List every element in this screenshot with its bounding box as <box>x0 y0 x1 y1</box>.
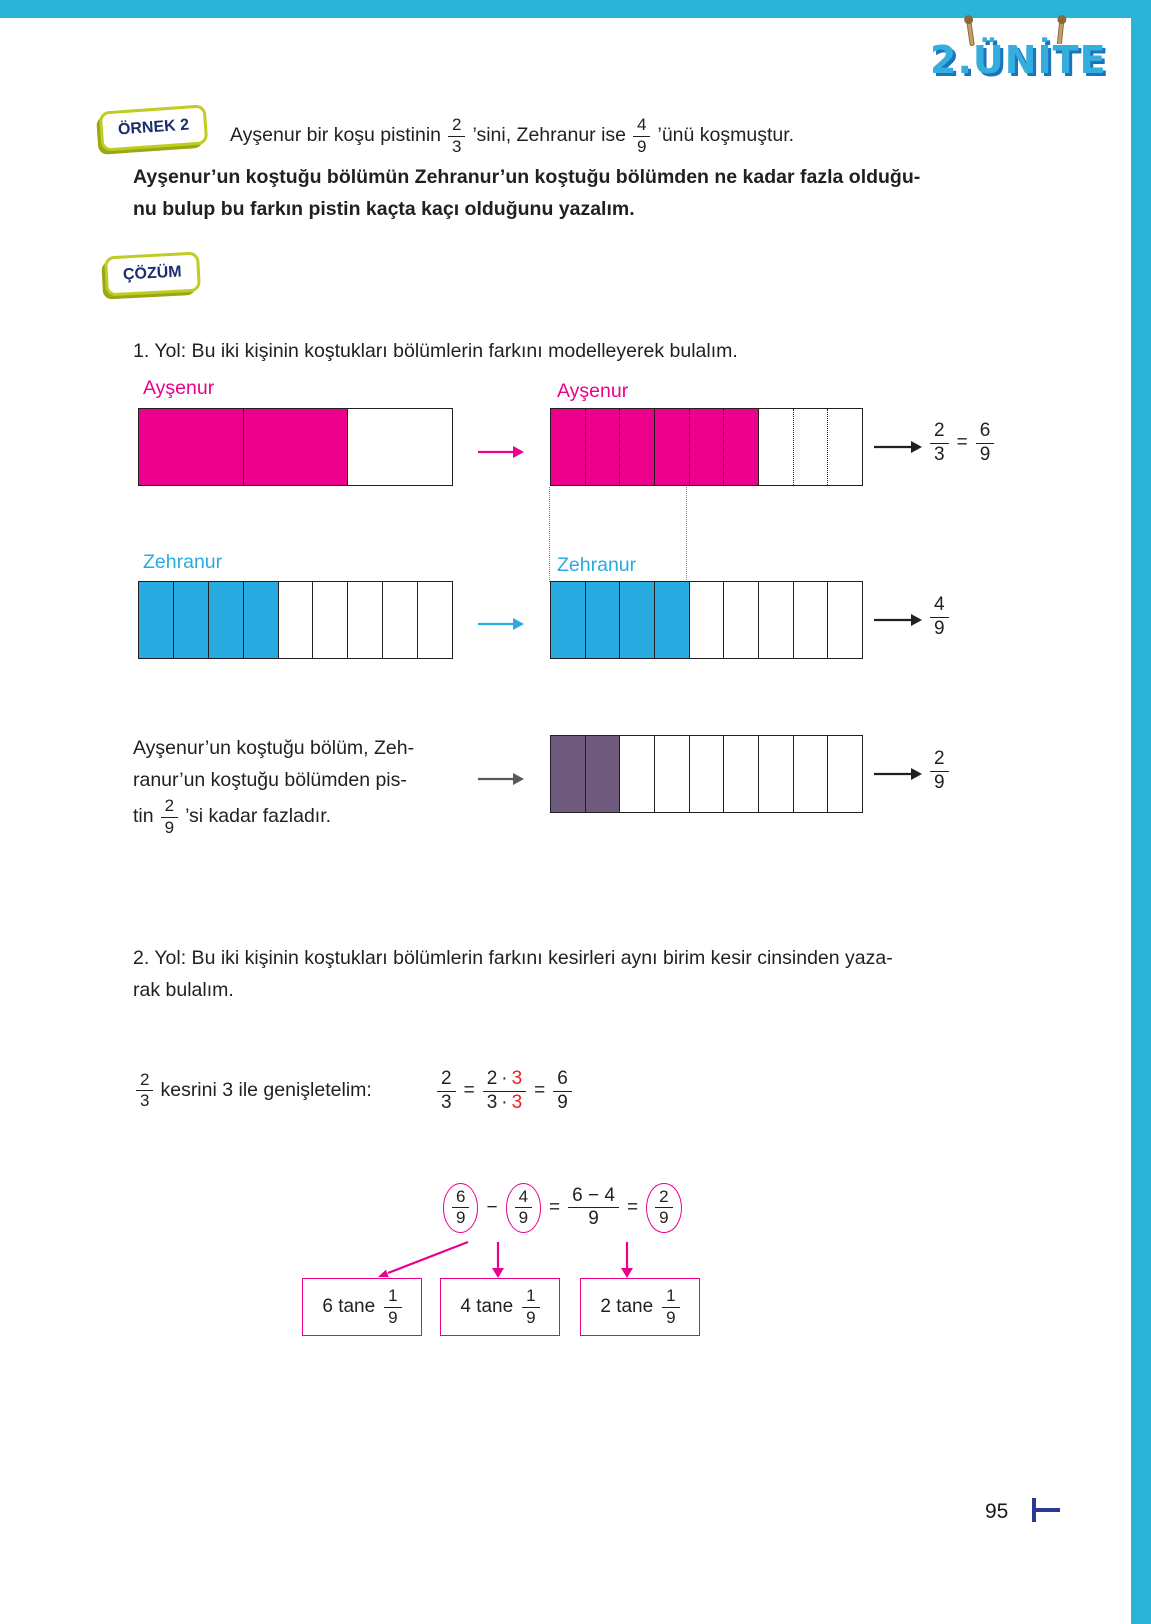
zehranur-bar-left <box>138 581 453 659</box>
bar-cell <box>724 582 759 658</box>
bar-cell <box>724 409 759 485</box>
cozum-badge: ÇÖZÜM <box>104 252 201 297</box>
fraction-denominator: 9 <box>526 1307 536 1327</box>
aysenur-label-right: Ayşenur <box>557 380 629 402</box>
bar-cell <box>279 582 314 658</box>
problem-statement-line1 <box>230 110 794 162</box>
multiply-dot: · <box>501 1068 508 1089</box>
bar-cell <box>209 582 244 658</box>
fraction-expanded <box>483 1068 526 1115</box>
unit-box-six <box>302 1278 422 1336</box>
bar-cell <box>313 582 348 658</box>
bar-cell <box>620 582 655 658</box>
fraction-numerator: 2 <box>930 420 949 444</box>
fraction-four-ninths <box>930 594 949 641</box>
top-bar <box>0 0 1151 18</box>
fraction-numerator: 1 <box>522 1286 539 1307</box>
bar-cell <box>655 409 690 485</box>
denominator-b: 3 <box>511 1091 523 1113</box>
zehranur-label-left: Zehranur <box>143 551 223 573</box>
fraction-numerator: 2 <box>437 1068 456 1092</box>
problem-bold-line1: Ayşenur’un koştuğu bölümün Zehranur’un koştuğu bölümden ne kadar fazla olduğu- <box>133 166 921 188</box>
equals-sign: = <box>463 1080 475 1102</box>
arrow-right-icon <box>872 439 922 455</box>
fraction-two-thirds <box>136 1070 153 1112</box>
fraction-difference <box>568 1185 619 1232</box>
problem-text-mid: ’sini, Zehranur ise <box>472 124 627 147</box>
fraction-two-ninths <box>655 1187 672 1229</box>
footer-mark-horizontal <box>1036 1508 1060 1512</box>
fraction-two-thirds <box>930 420 949 467</box>
unit-fraction-equation <box>443 1183 682 1233</box>
yol2-line1: 2. Yol: Bu iki kişinin koştukları bölümlerin farkını kesirleri aynı birim kesir cinsinden yaza- <box>133 947 893 969</box>
bar-cell <box>139 409 244 485</box>
multiply-dot: · <box>501 1091 508 1113</box>
fraction-two-ninths <box>161 796 178 838</box>
arrow-right-icon <box>872 612 922 628</box>
bar-cell <box>794 736 829 812</box>
bar-cell <box>690 736 725 812</box>
fraction-numerator: 2 <box>655 1187 672 1208</box>
bar-cell <box>724 736 759 812</box>
bar-cell <box>348 582 383 658</box>
fraction-six-ninths <box>452 1187 469 1229</box>
fraction-four-ninths <box>515 1187 532 1229</box>
circled-fraction-six-ninths <box>443 1183 478 1233</box>
fraction-two-thirds <box>437 1068 456 1115</box>
expansion-lead-text: kesrini 3 ile genişletelim: <box>160 1079 372 1102</box>
bar-cell <box>620 736 655 812</box>
bar-cell <box>383 582 418 658</box>
unit-badge-label: 2.ÜNİTE <box>930 38 1107 82</box>
zehranur-label-right: Zehranur <box>557 554 637 576</box>
yol2-line2: rak bulalım. <box>133 978 234 1001</box>
fraction-denominator: 9 <box>637 136 647 156</box>
bar-cell <box>348 409 452 485</box>
arrow-right-icon <box>476 771 524 787</box>
equals-sign: = <box>534 1080 546 1102</box>
fraction-denominator: 9 <box>659 1208 669 1228</box>
fraction-denominator <box>483 1092 526 1115</box>
problem-text-pre: Ayşenur bir koşu pistinin <box>230 124 441 147</box>
unit-box-two <box>580 1278 700 1336</box>
fraction-denominator: 3 <box>452 136 462 156</box>
fraction-denominator: 9 <box>456 1208 466 1228</box>
fraction-denominator: 9 <box>934 617 945 639</box>
fraction-one-ninth <box>384 1286 401 1328</box>
fraction-one-ninth <box>662 1286 679 1328</box>
numerator-a: 2 <box>486 1068 498 1089</box>
numerator-b: 3 <box>511 1068 523 1089</box>
difference-result-fraction <box>930 748 949 795</box>
difference-text-pre: tin <box>133 805 154 828</box>
problem-statement-bold <box>133 162 1033 225</box>
fraction-numerator: 2 <box>136 1070 153 1091</box>
bar-cell <box>551 409 586 485</box>
bar-cell <box>690 582 725 658</box>
equals-sign: = <box>956 432 968 454</box>
fraction-denominator: 9 <box>588 1208 599 1230</box>
fraction-numerator: 4 <box>930 594 949 618</box>
fraction-numerator: 6 <box>452 1187 469 1208</box>
bar-cell <box>139 582 174 658</box>
fraction-numerator: 4 <box>515 1187 532 1208</box>
bar-cell <box>828 409 862 485</box>
fraction-numerator: 2 <box>930 748 949 772</box>
bar-cell <box>828 736 862 812</box>
fraction-numerator <box>483 1068 526 1092</box>
fraction-numerator: 1 <box>662 1286 679 1307</box>
fraction-denominator: 3 <box>934 443 945 465</box>
fraction-numerator: 6 − 4 <box>568 1185 619 1209</box>
aysenur-bar-thirds <box>138 408 453 486</box>
unit-box-label: 6 tane <box>322 1296 376 1317</box>
aysenur-result-equation <box>930 420 994 467</box>
arrow-right-icon <box>872 766 922 782</box>
page-number: 95 <box>985 1500 1009 1523</box>
fraction-six-ninths <box>976 420 995 467</box>
ornek-badge: ÖRNEK 2 <box>99 104 209 151</box>
fraction-denominator: 3 <box>441 1091 452 1113</box>
bar-cell <box>244 409 349 485</box>
dotted-guide-line <box>549 487 550 582</box>
bar-cell <box>794 409 829 485</box>
fraction-denominator: 9 <box>979 443 991 465</box>
problem-text-post: ’ünü koşmuştur. <box>657 124 795 147</box>
bar-cell <box>759 582 794 658</box>
bar-cell <box>551 736 586 812</box>
difference-text-line1: Ayşenur’un koştuğu bölüm, Zeh- <box>133 737 415 759</box>
aysenur-bar-ninths <box>550 408 863 486</box>
fraction-denominator: 9 <box>388 1307 398 1327</box>
bar-cell <box>828 582 862 658</box>
fraction-numerator: 1 <box>384 1286 401 1307</box>
fraction-numerator: 6 <box>976 420 995 444</box>
bar-cell <box>586 409 621 485</box>
bar-cell <box>244 582 279 658</box>
difference-bar <box>550 735 863 813</box>
bar-cell <box>620 409 655 485</box>
bar-cell <box>418 582 452 658</box>
bar-cell <box>794 582 829 658</box>
bar-cell <box>759 736 794 812</box>
fraction-numerator: 6 <box>553 1068 572 1092</box>
bar-cell <box>586 736 621 812</box>
circled-fraction-two-ninths <box>646 1183 681 1233</box>
unit-badge <box>930 24 1107 88</box>
difference-paragraph <box>133 733 483 838</box>
fraction-denominator: 9 <box>934 771 945 793</box>
unit-box-label: 4 tane <box>460 1296 514 1317</box>
fraction-two-thirds <box>448 115 465 157</box>
expansion-equation <box>437 1068 572 1115</box>
aysenur-label-left: Ayşenur <box>143 377 215 399</box>
arrow-down-icon <box>491 1242 505 1278</box>
fraction-denominator: 9 <box>666 1307 676 1327</box>
minus-sign: − <box>486 1196 498 1218</box>
yol2-title <box>133 943 1043 1006</box>
fraction-two-ninths <box>930 748 949 795</box>
fraction-one-ninth <box>522 1286 539 1328</box>
fraction-numerator: 4 <box>633 115 650 136</box>
zehranur-result-fraction <box>930 594 949 641</box>
difference-text-line2: ranur’un koştuğu bölümden pis- <box>133 768 407 791</box>
fraction-numerator: 2 <box>448 115 465 136</box>
bar-cell <box>174 582 209 658</box>
difference-text-line3 <box>133 796 483 838</box>
circled-fraction-four-ninths <box>506 1183 541 1233</box>
fraction-six-ninths <box>553 1068 572 1115</box>
right-edge-bar <box>1131 0 1151 1624</box>
equals-sign: = <box>626 1196 639 1218</box>
denominator-a: 3 <box>486 1091 498 1113</box>
expansion-lead <box>136 1070 372 1112</box>
fraction-numerator: 2 <box>161 796 178 817</box>
equals-sign: = <box>549 1196 561 1218</box>
arrow-down-icon <box>620 1242 634 1278</box>
difference-text-post: ’si kadar fazladır. <box>185 805 332 828</box>
arrow-right-icon <box>476 616 524 632</box>
fraction-denominator: 9 <box>164 817 175 837</box>
zehranur-bar-right <box>550 581 863 659</box>
fraction-denominator: 9 <box>518 1208 529 1228</box>
bar-cell <box>655 736 690 812</box>
dotted-guide-line <box>686 487 687 582</box>
fraction-four-ninths <box>633 115 650 157</box>
bar-cell <box>759 409 794 485</box>
arrow-right-icon <box>476 444 524 460</box>
yol1-title: 1. Yol: Bu iki kişinin koştukları bölümlerin farkını modelleyerek bulalım. <box>133 340 738 362</box>
fraction-denominator: 9 <box>557 1091 568 1113</box>
bar-cell <box>690 409 725 485</box>
fraction-denominator: 3 <box>140 1091 150 1111</box>
footer-mark <box>1032 1498 1060 1522</box>
bar-cell <box>551 582 586 658</box>
bar-cell <box>655 582 690 658</box>
unit-box-label: 2 tane <box>600 1296 654 1317</box>
problem-bold-line2: nu bulup bu farkın pistin kaçta kaçı olduğunu yazalım. <box>133 197 635 220</box>
bar-cell <box>586 582 621 658</box>
arrow-diagonal-icon <box>372 1238 472 1282</box>
unit-box-four <box>440 1278 560 1336</box>
